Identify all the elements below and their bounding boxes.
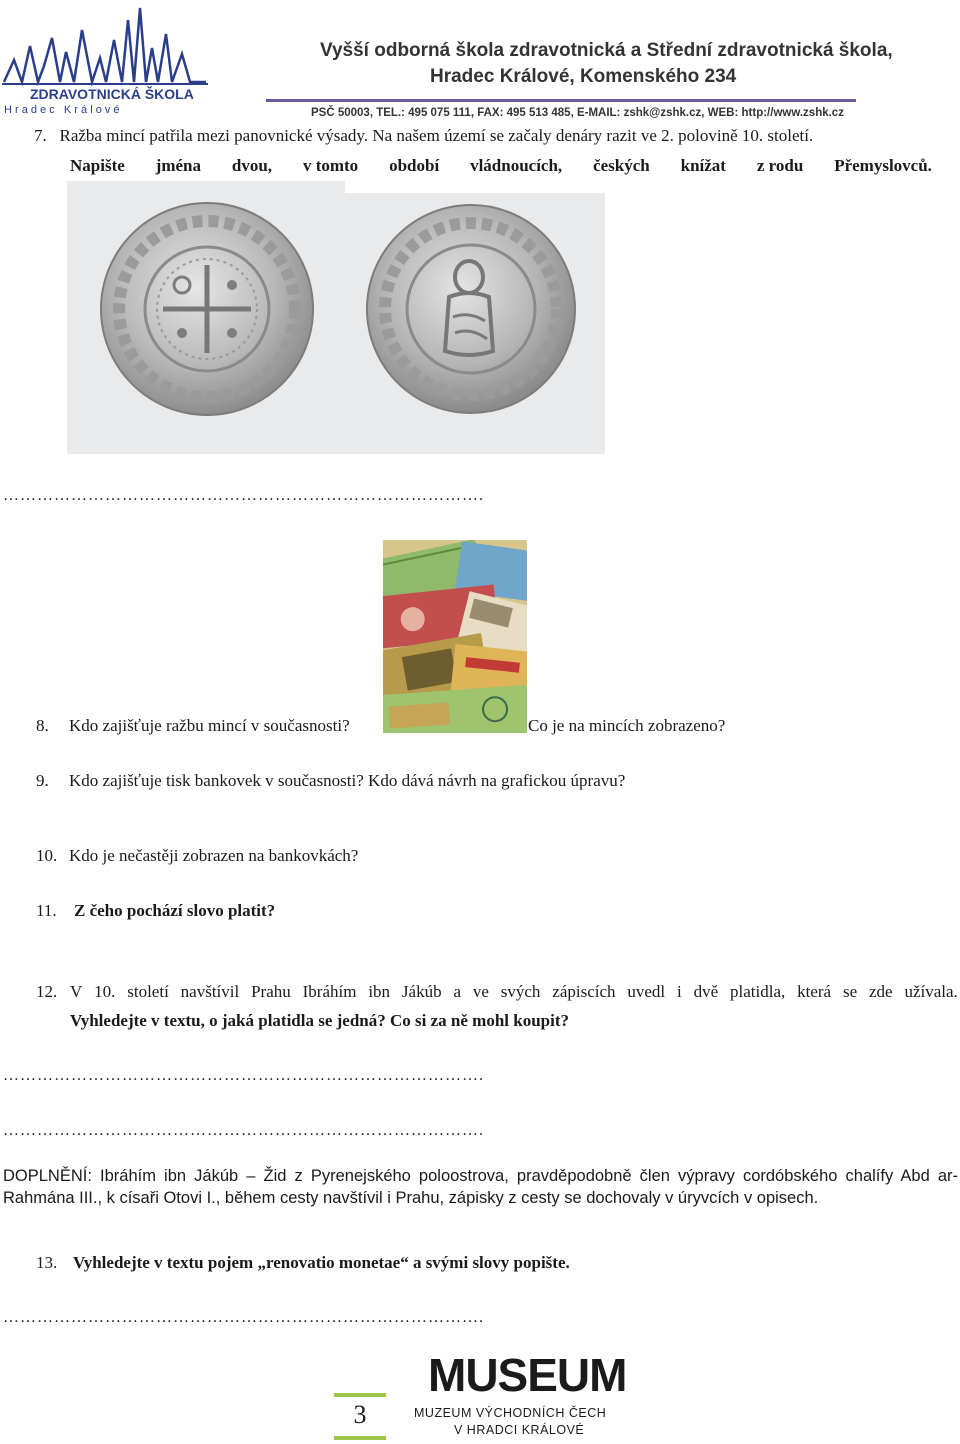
q12-word: zde: [869, 982, 893, 1001]
q12-text: [70, 982, 958, 1002]
q12-word: svých: [500, 982, 541, 1001]
school-logo-city: H r a d e c K r á l o v é: [4, 104, 120, 116]
q7-word: českých: [593, 156, 650, 175]
q12-number: 12.: [36, 982, 58, 1001]
q12-word: platidla,: [730, 982, 786, 1001]
q12-task: Vyhledejte v textu, o jaká platidla se jedná? Co si za ně mohl koupit?: [70, 1011, 570, 1030]
coin-reverse-photo: [343, 193, 605, 454]
q7-word: z rodu: [756, 156, 804, 175]
q12-word: století: [127, 982, 169, 1001]
page-number-rule-top: [334, 1393, 386, 1397]
school-skyline-logo: [0, 0, 210, 92]
q12-word: V: [70, 982, 83, 1001]
school-address: Hradec Králové, Komenského 234: [430, 66, 737, 87]
q7-word: Přemyslovců.: [834, 156, 932, 175]
school-name: Vyšší odborná škola zdravotnická a Střední zdravotnická škola,: [320, 40, 893, 61]
q11-number: 11.: [36, 901, 57, 920]
q12-word: Prahu: [251, 982, 291, 1001]
q12-answer-line-2[interactable]: ………………………………………………………………………….: [3, 1122, 484, 1139]
q12-word: a: [453, 982, 461, 1001]
q10-text: Kdo je nečastěji zobrazen na bankovkách?: [69, 846, 359, 865]
q13-text: Vyhledejte v textu pojem „renovatio monetae“ a svými slovy popište.: [73, 1253, 570, 1272]
q9-number: 9.: [36, 771, 49, 790]
q12-word: i: [677, 982, 682, 1001]
q12-word: se: [842, 982, 858, 1001]
q12-word: zápiscích: [552, 982, 616, 1001]
q12-answer-line-1[interactable]: ………………………………………………………………………….: [3, 1067, 484, 1084]
coin-obverse-icon: [67, 181, 345, 454]
header-rule: [266, 99, 856, 102]
q12-word: užívala.: [904, 982, 958, 1001]
supplement-note: DOPLNĚNÍ: Ibráhím ibn Jákúb – Žid z Pyrenejského poloostrova, pravděpodobně člen výpravy cordóbského chalífy Abd ar-Rahmána III., k císaři Otovi I., během cesty navštívil i Prahu, zápisky z cesty se dochovaly v úryvcích v opisech.: [3, 1167, 958, 1207]
q12-word: navštívil: [180, 982, 240, 1001]
q8-text-2: Co je na mincích zobrazeno?: [528, 716, 726, 735]
q12-word: ve: [472, 982, 489, 1001]
q7-task: [70, 156, 932, 176]
museum-name-line2: V HRADCI KRÁLOVÉ: [454, 1423, 585, 1437]
q7-word: Napište: [70, 156, 125, 175]
q7-answer-line[interactable]: ………………………………………………………………………….: [3, 487, 484, 504]
q7-word: knížat: [680, 156, 726, 175]
banknotes-icon: [383, 540, 527, 733]
q12-word: Ibráhím: [302, 982, 357, 1001]
banknotes-photo: [383, 540, 527, 733]
coin-reverse-icon: [343, 193, 605, 454]
q12-word: Jákúb: [401, 982, 442, 1001]
q8-number: 8.: [36, 716, 49, 735]
q12-word: ibn: [368, 982, 391, 1001]
q13-answer-line[interactable]: ………………………………………………………………………….: [3, 1309, 484, 1326]
q9-text: Kdo zajišťuje tisk bankovek v současnosti? Kdo dává návrh na grafickou úpravu?: [69, 771, 626, 790]
q11-text: Z čeho pochází slovo platit?: [74, 901, 276, 920]
q12-word: 10.: [94, 982, 116, 1001]
q7-word: jména: [155, 156, 201, 175]
q7-word: v tomto: [302, 156, 359, 175]
q7-word: období: [389, 156, 440, 175]
q12-word: která: [797, 982, 832, 1001]
q7-text: 7. Ražba mincí patřila mezi panovnické výsady. Na našem území se začaly denáry razit ve 2. polovině 10. století.: [34, 126, 814, 145]
q10-number: 10.: [36, 846, 58, 865]
page-number-rule-bottom: [334, 1436, 386, 1440]
page-number: 3: [353, 1400, 367, 1429]
q13-number: 13.: [36, 1253, 58, 1272]
museum-logo: MUSEUM: [428, 1349, 627, 1401]
school-logo-text: ZDRAVOTNICKÁ ŠKOLA: [30, 86, 194, 102]
q7-word: vládnoucích,: [470, 156, 563, 175]
q12-word: dvě: [693, 982, 719, 1001]
museum-name-line1: MUZEUM VÝCHODNÍCH ČECH: [414, 1406, 607, 1420]
q8-text: Kdo zajišťuje ražbu mincí v současnosti?: [69, 716, 350, 735]
q7-word: dvou,: [231, 156, 273, 175]
q12-word: uvedl: [627, 982, 666, 1001]
coin-obverse-photo: [67, 181, 345, 454]
school-contact: PSČ 50003, TEL.: 495 075 111, FAX: 495 513 485, E-MAIL: zshk@zshk.cz, WEB: http://www.zshk.cz: [311, 107, 844, 119]
